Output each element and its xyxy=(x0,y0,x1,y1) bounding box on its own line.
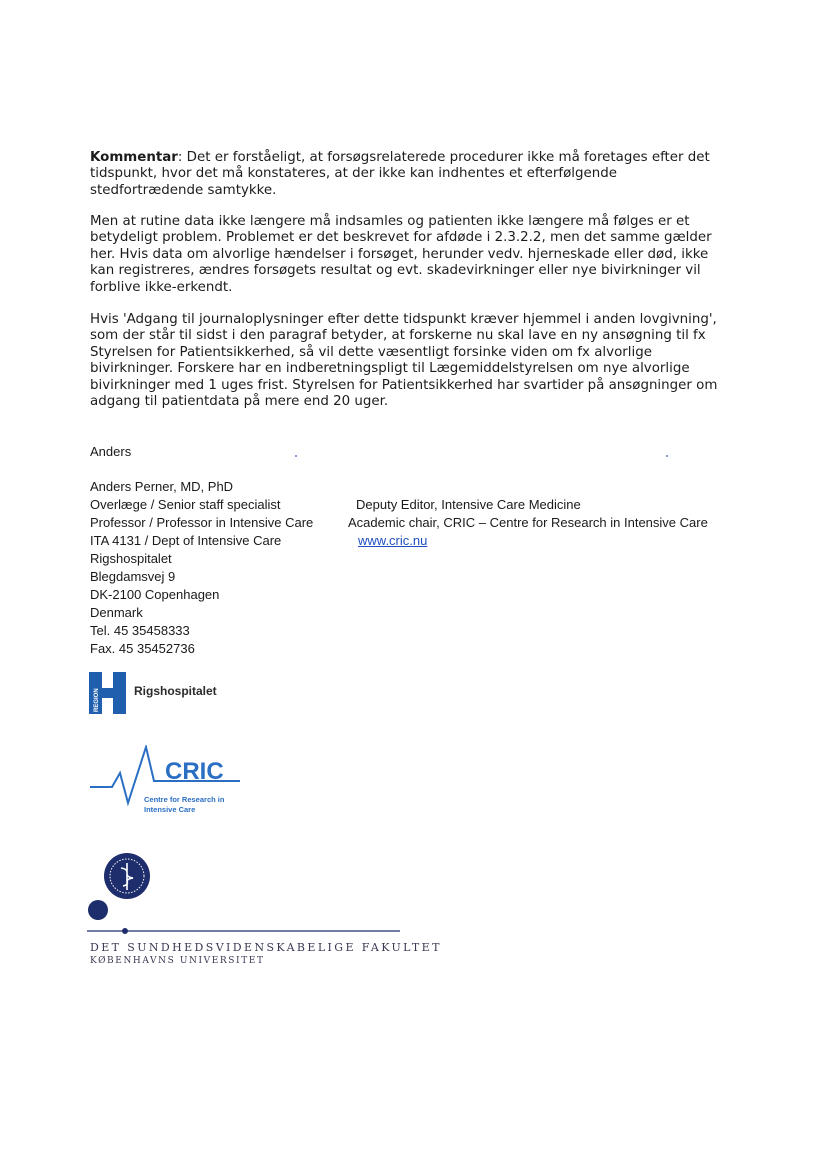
signer-hospital: Rigshospitalet xyxy=(90,551,172,566)
signer-fax: Fax. 45 35452736 xyxy=(90,641,195,656)
university-seal-logo xyxy=(87,852,157,924)
faculty-rule xyxy=(87,928,402,934)
faculty-name: DET SUNDHEDSVIDENSKABELIGE FAKULTET xyxy=(90,941,442,954)
paragraph-2: Men at rutine data ikke længere må indsamles og patienten ikke længere må følges er et betydeligt problem. Problemet er det beskrevet for afdøde i 2.3.2.2, men det samme gælder her. Hvis data om alvorlige hændelser i forsøget, herunder vedv. hjerneskade eller død, ikke kan registreres, ændres forsøgets resultat og evt. skadevirkninger eller nye bivirkninger vil forblive ikke-erkendt. xyxy=(90,214,712,295)
signature-right-column xyxy=(348,496,708,550)
comment-label: Kommentar xyxy=(90,150,178,165)
signer-editor-role: Deputy Editor, Intensive Care Medicine xyxy=(356,497,581,512)
signer-country: Denmark xyxy=(90,605,143,620)
signer-title-1: Overlæge / Senior staff specialist xyxy=(90,497,281,512)
cric-subtitle-1: Centre for Research in xyxy=(144,795,225,804)
faculty-rule-node xyxy=(122,928,128,934)
paragraph-3: Hvis 'Adgang til journaloplysninger efter dette tidspunkt kræver hjemmel i anden lovgivning', som der står til sidst i den paragraf betyder, at forskerne nu skal lave en ny ansøgning til fx Styrelsen for Patientsikkerhed, så vil dette væsentligt forsinke viden om fx alvorlige bivirkninger. Forskere har en indberetningspligt til Lægemiddelstyrelsen om nye alvorlige bivirkninger med 1 uges frist. Styrelsen for Patientsikkerhed har svartider på ansøgninger om adgang til patientdata på mere end 20 uger. xyxy=(90,312,718,410)
signature-left-column xyxy=(90,478,313,658)
signer-street: Blegdamsvej 9 xyxy=(90,569,176,584)
greeting: Anders xyxy=(90,444,132,459)
scan-speck xyxy=(666,455,668,457)
region-h-right-bar xyxy=(113,672,126,714)
region-h-logo xyxy=(89,672,129,714)
signer-name: Anders Perner, MD, PhD xyxy=(90,479,234,494)
region-text: REGION xyxy=(94,688,100,712)
comment-text: : Det er forståeligt, at forsøgsrelaterede procedurer ikke må foretages efter det tidspunkt, hvor det må konstateres, at der ikke kan indhentes et efterfølgende stedfortrædende samtykke. xyxy=(90,150,710,198)
rigshospitalet-logo-label: Rigshospitalet xyxy=(134,684,217,698)
signer-title-2: Professor / Professor in Intensive Care xyxy=(90,515,314,530)
signer-city: DK-2100 Copenhagen xyxy=(90,587,220,602)
signer-phone: Tel. 45 35458333 xyxy=(90,623,190,638)
cric-website-link[interactable]: www.cric.nu xyxy=(358,533,428,548)
university-name: KØBENHAVNS UNIVERSITET xyxy=(90,956,265,966)
signer-department: ITA 4131 / Dept of Intensive Care xyxy=(90,533,282,548)
cric-logo xyxy=(90,745,260,820)
cric-name: CRIC xyxy=(165,758,224,785)
comment-paragraph xyxy=(90,150,730,199)
signer-chair-role: Academic chair, CRIC – Centre for Research in Intensive Care xyxy=(348,515,708,530)
region-h-crossbar xyxy=(102,688,113,698)
cric-subtitle-2: Intensive Care xyxy=(144,805,196,814)
seal-dot xyxy=(88,900,108,920)
scan-speck xyxy=(295,455,297,457)
